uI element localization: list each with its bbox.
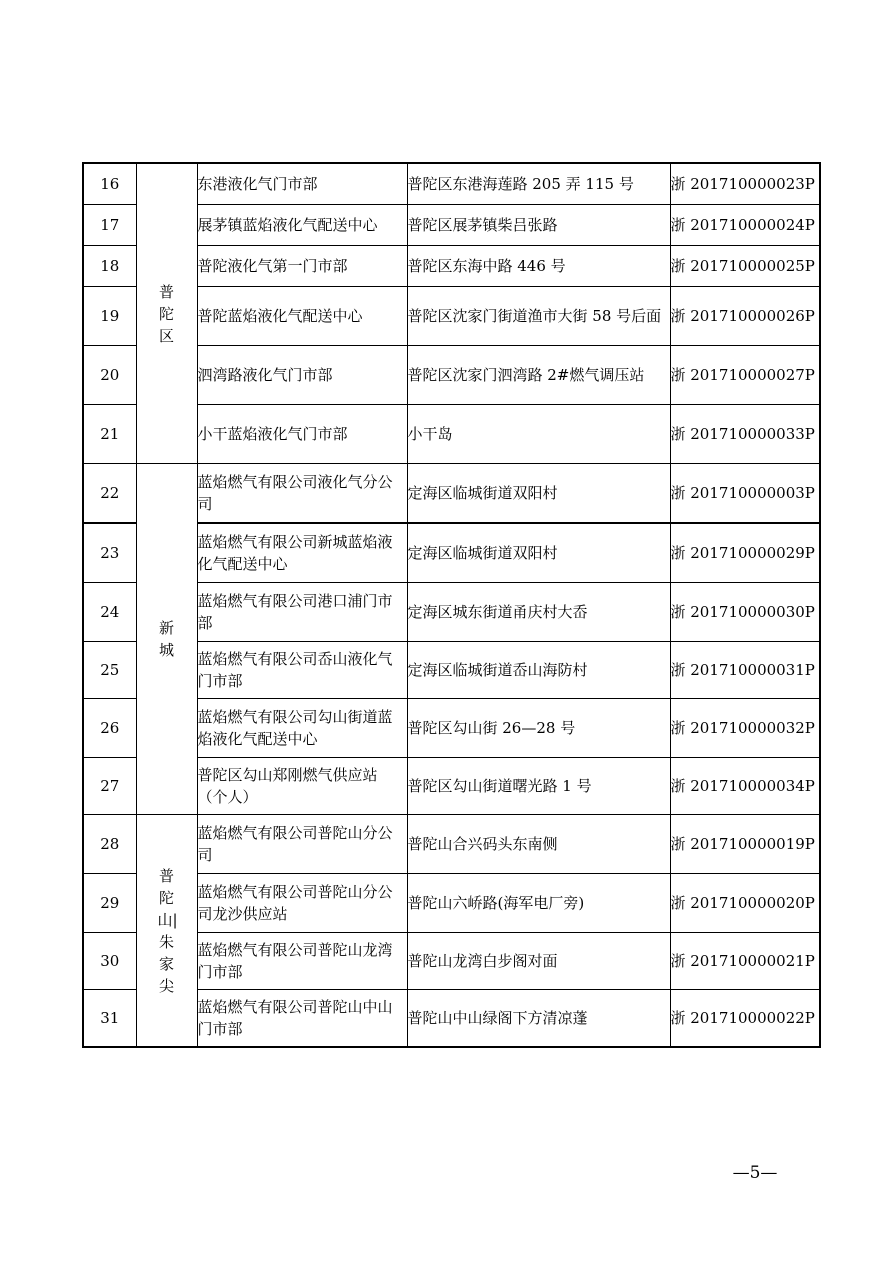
- license-number: 浙 201710000019P: [670, 815, 820, 874]
- district-label: 普陀山|朱家尖: [157, 866, 178, 995]
- station-address: 普陀区沈家门泗湾路 2#燃气调压站: [407, 346, 670, 405]
- row-number: 24: [83, 583, 136, 642]
- license-number: 浙 201710000003P: [670, 464, 820, 524]
- station-name: 普陀区勾山郑刚燃气供应站（个人）: [197, 758, 407, 815]
- station-name: 泗湾路液化气门市部: [197, 346, 407, 405]
- license-number: 浙 201710000023P: [670, 163, 820, 205]
- district-cell: [136, 464, 197, 815]
- row-number: 19: [83, 287, 136, 346]
- station-name: 东港液化气门市部: [197, 163, 407, 205]
- station-address: 普陀区勾山街道曙光路 1 号: [407, 758, 670, 815]
- station-address: 定海区临城街道岙山海防村: [407, 642, 670, 699]
- license-number: 浙 201710000027P: [670, 346, 820, 405]
- station-address: 普陀山六峤路(海军电厂旁): [407, 874, 670, 933]
- license-number: 浙 201710000022P: [670, 990, 820, 1048]
- license-number: 浙 201710000025P: [670, 246, 820, 287]
- license-number: 浙 201710000021P: [670, 933, 820, 990]
- station-name: 普陀蓝焰液化气配送中心: [197, 287, 407, 346]
- station-address: 普陀区展茅镇柴吕张路: [407, 205, 670, 246]
- table-row: [83, 815, 820, 874]
- station-address: 定海区临城街道双阳村: [407, 523, 670, 583]
- table-row: [83, 163, 820, 205]
- license-number: 浙 201710000031P: [670, 642, 820, 699]
- station-name: 蓝焰燃气有限公司普陀山分公司龙沙供应站: [197, 874, 407, 933]
- station-address: 普陀区东海中路 446 号: [407, 246, 670, 287]
- station-name: 小干蓝焰液化气门市部: [197, 405, 407, 464]
- row-number: 29: [83, 874, 136, 933]
- row-number: 21: [83, 405, 136, 464]
- license-number: 浙 201710000029P: [670, 523, 820, 583]
- station-name: 展茅镇蓝焰液化气配送中心: [197, 205, 407, 246]
- row-number: 23: [83, 523, 136, 583]
- station-address: 定海区临城街道双阳村: [407, 464, 670, 524]
- license-number: 浙 201710000033P: [670, 405, 820, 464]
- license-number: 浙 201710000034P: [670, 758, 820, 815]
- row-number: 16: [83, 163, 136, 205]
- station-name: 蓝焰燃气有限公司新城蓝焰液化气配送中心: [197, 523, 407, 583]
- station-address: 小干岛: [407, 405, 670, 464]
- page-number: —5—: [732, 1163, 778, 1183]
- station-name: 蓝焰燃气有限公司普陀山中山门市部: [197, 990, 407, 1048]
- district-label: 普陀区: [158, 282, 174, 345]
- row-number: 18: [83, 246, 136, 287]
- station-address: 普陀区沈家门街道渔市大街 58 号后面: [407, 287, 670, 346]
- station-address: 定海区城东街道甬庆村大岙: [407, 583, 670, 642]
- row-number: 20: [83, 346, 136, 405]
- district-label: 新城: [158, 619, 174, 659]
- station-address: 普陀山龙湾白步阁对面: [407, 933, 670, 990]
- row-number: 22: [83, 464, 136, 524]
- district-cell: [136, 163, 197, 464]
- row-number: 26: [83, 699, 136, 758]
- station-address: 普陀区勾山街 26—28 号: [407, 699, 670, 758]
- row-number: 28: [83, 815, 136, 874]
- row-number: 31: [83, 990, 136, 1048]
- gas-station-registry-table: [82, 162, 821, 1048]
- license-number: 浙 201710000026P: [670, 287, 820, 346]
- license-number: 浙 201710000032P: [670, 699, 820, 758]
- station-name: 普陀液化气第一门市部: [197, 246, 407, 287]
- row-number: 25: [83, 642, 136, 699]
- license-number: 浙 201710000030P: [670, 583, 820, 642]
- district-cell: [136, 815, 197, 1048]
- station-address: 普陀山中山绿阁下方清凉蓬: [407, 990, 670, 1048]
- station-name: 蓝焰燃气有限公司普陀山龙湾门市部: [197, 933, 407, 990]
- station-name: 蓝焰燃气有限公司勾山街道蓝焰液化气配送中心: [197, 699, 407, 758]
- station-name: 蓝焰燃气有限公司普陀山分公司: [197, 815, 407, 874]
- row-number: 17: [83, 205, 136, 246]
- row-number: 27: [83, 758, 136, 815]
- station-address: 普陀区东港海莲路 205 弄 115 号: [407, 163, 670, 205]
- license-number: 浙 201710000024P: [670, 205, 820, 246]
- station-name: 蓝焰燃气有限公司岙山液化气门市部: [197, 642, 407, 699]
- station-address: 普陀山合兴码头东南侧: [407, 815, 670, 874]
- station-name: 蓝焰燃气有限公司液化气分公司: [197, 464, 407, 524]
- table-row: [83, 464, 820, 524]
- station-name: 蓝焰燃气有限公司港口浦门市部: [197, 583, 407, 642]
- row-number: 30: [83, 933, 136, 990]
- license-number: 浙 201710000020P: [670, 874, 820, 933]
